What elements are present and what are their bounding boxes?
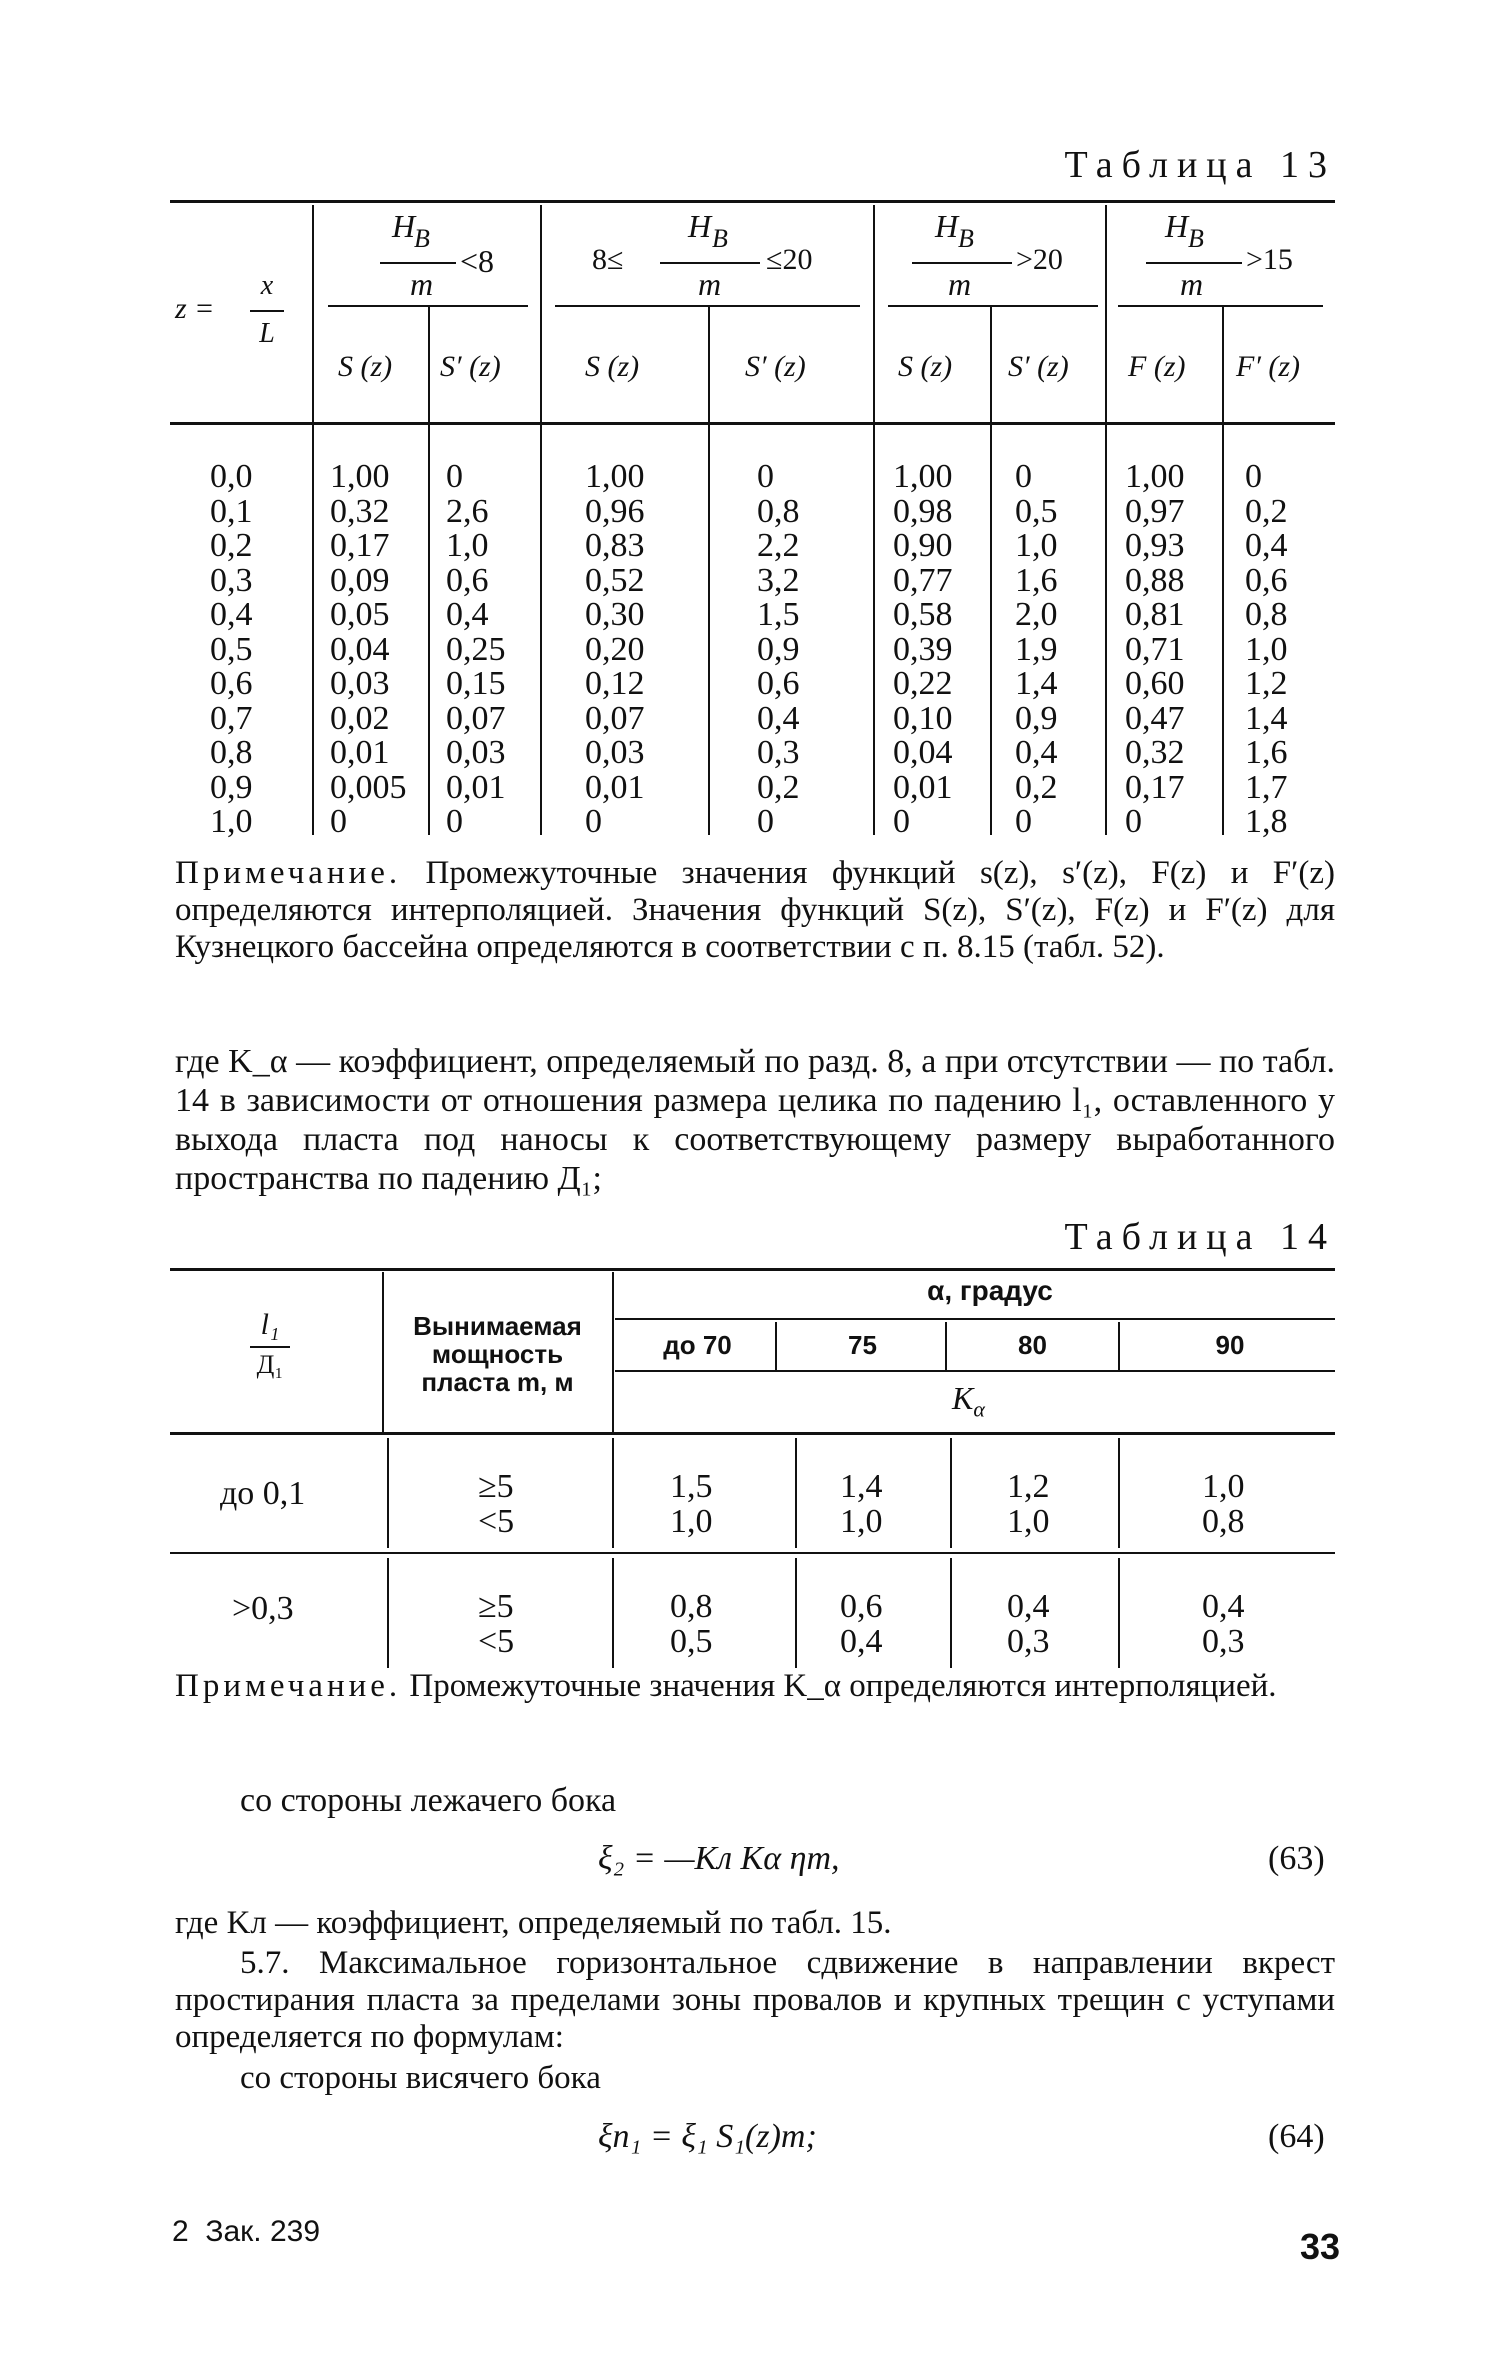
table13-col-6: 0 0,5 1,0 1,6 2,0 1,9 1,4 0,9 0,4 0,2 0 [1015,458,1058,840]
equation-64: ξп₁ = ξ₁ S₁(z)m; [598,2118,817,2155]
row2-label: >0,3 [232,1590,294,1627]
equation-63-number: (63) [1268,1840,1325,1877]
ratio-num: l₁ [260,1308,280,1341]
t14-vrule [1118,1322,1120,1370]
col-head: S (z) [585,350,640,383]
table13-header-rule [170,422,1335,425]
col-head: S′ (z) [1008,350,1069,383]
table14-caption: Таблица 14 [1064,1216,1336,1258]
z-fraction-bar [250,310,284,312]
t13-vrule [873,205,875,835]
note-label: Примечание. [175,855,402,891]
z-values: 0,0 0,1 0,2 0,3 0,4 0,5 0,6 0,7 0,8 0,9 1,0 [210,458,253,840]
t14-vrule [1118,1438,1120,1548]
row1-v75: 1,4 1,0 [840,1468,883,1540]
hb-den: m [948,266,972,302]
t13-group-rule [328,305,528,307]
row1-v90: 1,0 0,8 [1202,1468,1245,1540]
table14-row-rule [170,1552,1335,1554]
ratio-bar [250,1346,290,1348]
table13-top-rule [170,200,1335,203]
col-head: F (z) [1128,350,1186,383]
t13-group-rule [555,305,860,307]
row2-v75: 0,6 0,4 [840,1588,883,1660]
hb-sub: B [414,224,430,253]
z-num: x [260,270,274,301]
lying-side-text: со стороны лежачего бока [240,1782,617,1819]
hb-num: H [688,208,712,244]
t14-vrule [795,1438,797,1548]
hb-bar [1146,262,1242,264]
hb-prefix: 8≤ [592,243,624,276]
hb-num: H [1165,208,1189,244]
paragraph-k-alpha: где K_α — коэффициент, определяемый по разд. 8, а при отсутствии — по табл. 14 в зависимости от отношения размера целика по падению l₁, оставленного у выхода пласта под наносы к соответствующему размеру выработанного пространства по падению Д₁; [175,1043,1335,1197]
table14-note [175,1668,1335,1705]
t14-vrule [945,1322,947,1370]
thickness-header: Вынимаемая мощность пласта m, м [413,1311,582,1397]
equation-63: ξ₂ = —Kл Kα ηm, [598,1840,840,1877]
table13-col-4: 0 0,8 2,2 3,2 1,5 0,9 0,6 0,4 0,3 0,2 0 [757,458,800,840]
hb-num: H [392,208,416,244]
t14-vrule [612,1272,614,1432]
ratio-den: Д₁ [256,1350,284,1379]
hb-sub: B [712,224,728,253]
hb-cond: >15 [1246,243,1293,276]
hb-den: m [1180,266,1204,302]
t14-vrule [382,1272,384,1432]
footer-order-number: 2 Зак. 239 [172,2215,321,2248]
equation-64-number: (64) [1268,2118,1325,2155]
hb-den: m [410,266,434,302]
table13-col-1: 1,00 0,32 0,17 0,09 0,05 0,04 0,03 0,02 0,01 0,005 0 [330,458,407,840]
table13-col-2: 0 2,6 1,0 0,6 0,4 0,25 0,15 0,07 0,03 0,01 0 [446,458,506,840]
hb-cond: ≤20 [766,243,813,276]
hb-cond: <8 [460,243,495,279]
t14-vrule [387,1558,389,1668]
hb-bar [380,262,456,264]
kl-definition: где Kл — коэффициент, определяемый по табл. 15. [175,1905,892,1941]
col-head: S (z) [898,350,953,383]
t14-vrule [795,1558,797,1668]
hb-sub: B [958,224,974,253]
t13-vrule [540,205,542,835]
section-5-7: 5.7. Максимальное горизонтальное сдвижение в направлении вкрест простирания пласта за пределами зоны провалов и крупных трещин с уступами определяется по формулам: [175,1945,1335,2055]
table13-col-7: 1,00 0,97 0,93 0,88 0,81 0,71 0,60 0,47 0,32 0,17 0 [1125,458,1185,840]
t14-vrule [387,1438,389,1548]
angle-head: 75 [848,1330,877,1360]
table13-col-3: 1,00 0,96 0,83 0,52 0,30 0,20 0,12 0,07 0,03 0,01 0 [585,458,645,840]
t13-vrule [990,305,992,835]
t14-vrule [612,1438,614,1548]
t14-vrule [1118,1558,1120,1668]
k-sub: α [973,1396,985,1422]
t13-group-rule [888,305,1098,307]
t13-vrule [1105,205,1107,835]
table14-angle-rule [615,1370,1335,1372]
hb-bar [912,262,1012,264]
angle-head: до 70 [663,1330,732,1360]
z-label: z = [175,292,215,325]
hb-bar [660,262,760,264]
t13-vrule [1222,305,1224,835]
t13-group-rule [1118,305,1323,307]
note-text: Промежуточные значения K_α определяются интерполяцией. [401,1668,1277,1704]
t14-vrule [950,1558,952,1668]
k-header [952,1380,985,1422]
t14-vrule [950,1438,952,1548]
col-head: F′ (z) [1236,350,1301,383]
col-head: S′ (z) [440,350,501,383]
z-den: L [259,318,275,349]
alpha-header: α, градус [927,1275,1053,1306]
t13-vrule [428,305,430,835]
note-text: Промежуточные значения функций s(z), s′(z), F(z) и F′(z) определяются интерполяцией. Значения функций S(z), S′(z), F(z) и F′(z) для Кузнецкого бассейна определяются в соответствии с п. 8.15 (табл. 52). [175,855,1335,965]
note-label: Примечание. [175,1668,402,1704]
hb-num: H [935,208,959,244]
t14-vrule [775,1322,777,1370]
row1-v70: 1,5 1,0 [670,1468,713,1540]
table13-col-8: 0 0,2 0,4 0,6 0,8 1,0 1,2 1,4 1,6 1,7 1,8 [1245,458,1288,840]
table14-alpha-rule [615,1318,1335,1320]
row2-v90: 0,4 0,3 [1202,1588,1245,1660]
row2-v70: 0,8 0,5 [670,1588,713,1660]
table13-note [175,855,1335,966]
table13-caption: Таблица 13 [1064,144,1336,186]
hb-sub: B [1188,224,1204,253]
row1-label: до 0,1 [220,1475,306,1512]
table14-header-rule [170,1432,1335,1435]
row1-v80: 1,2 1,0 [1007,1468,1050,1540]
row2-v80: 0,4 0,3 [1007,1588,1050,1660]
row2-m: ≥5 <5 [478,1588,515,1660]
t13-vrule [708,305,710,835]
col-head: S′ (z) [745,350,806,383]
hb-cond: >20 [1016,243,1063,276]
hb-den: m [698,266,722,302]
angle-head: 90 [1215,1330,1245,1360]
t13-vrule [312,205,314,835]
table14-top-rule [170,1268,1335,1271]
k-letter: K [952,1380,974,1416]
t14-vrule [612,1558,614,1668]
angle-head: 80 [1018,1330,1047,1360]
hanging-side-text: со стороны висячего бока [240,2060,601,2096]
page-number: 33 [1300,2226,1341,2267]
row1-m: ≥5 <5 [478,1468,515,1540]
table13-col-5: 1,00 0,98 0,90 0,77 0,58 0,39 0,22 0,10 0,04 0,01 0 [893,458,953,840]
col-head: S (z) [338,350,393,383]
